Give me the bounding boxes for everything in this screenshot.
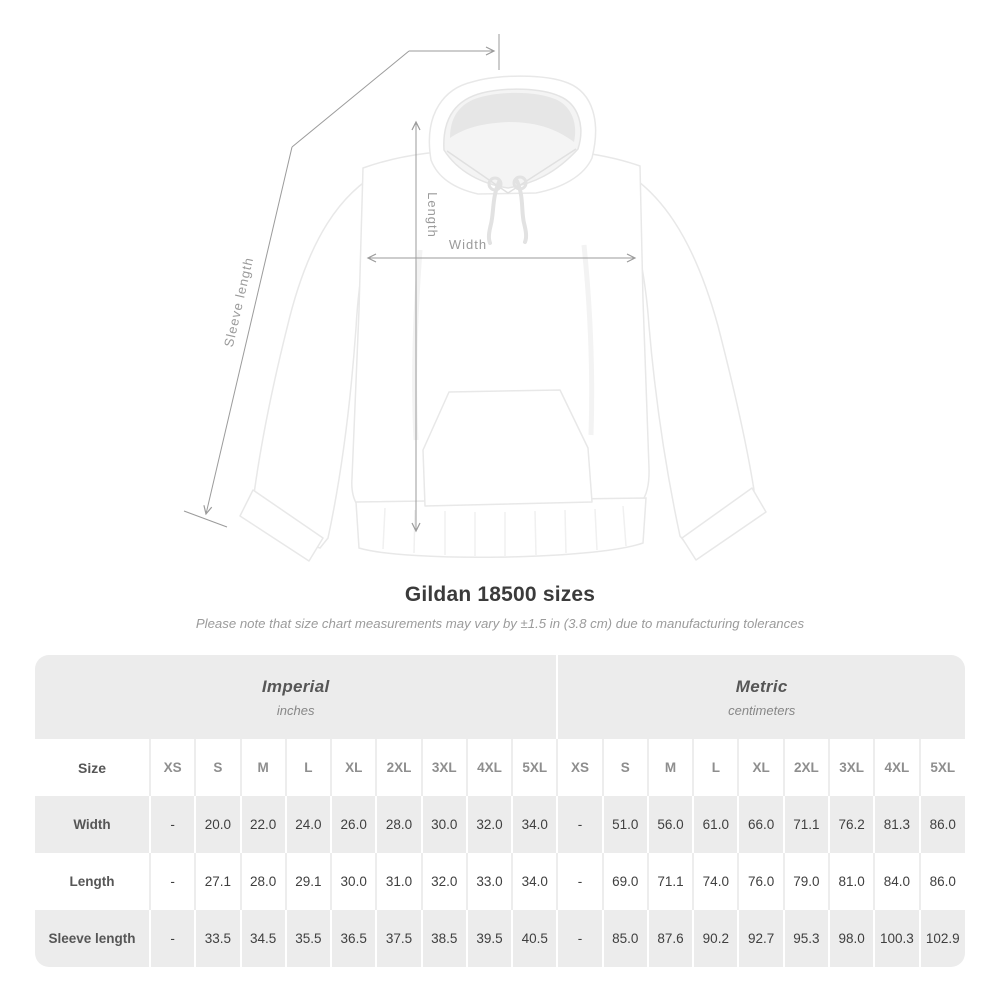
sleeve-length-label: Sleeve length (220, 255, 257, 349)
width-metric-xl: 66.0 (738, 796, 783, 853)
width-metric-xs: - (557, 796, 602, 853)
size-header-metric-2xl: 2XL (784, 739, 829, 796)
unit-band-row (35, 655, 965, 739)
sleeve-length-metric-2xl: 95.3 (784, 910, 829, 967)
sleeve-length-metric-xl: 92.7 (738, 910, 783, 967)
width-imperial-xl: 26.0 (331, 796, 376, 853)
hoodie-kangaroo-pocket (423, 390, 592, 506)
width-imperial-4xl: 32.0 (467, 796, 512, 853)
tolerance-note: Please note that size chart measurements may vary by ±1.5 in (3.8 cm) due to manufacturing tolerances (195, 616, 805, 631)
length-imperial-xl: 30.0 (331, 853, 376, 910)
length-imperial-2xl: 31.0 (376, 853, 421, 910)
sleeve-length-metric-3xl: 98.0 (829, 910, 874, 967)
width-imperial-l: 24.0 (286, 796, 331, 853)
size-column-header: Size (77, 759, 106, 776)
hoodie-waistband (356, 498, 646, 557)
sleeve-length-metric-m: 87.6 (648, 910, 693, 967)
measurement-row-length (35, 853, 965, 910)
imperial-band (35, 655, 557, 739)
hoodie-illustration (240, 76, 766, 561)
sleeve-length-imperial-xl: 36.5 (331, 910, 376, 967)
length-metric-5xl: 86.0 (920, 853, 965, 910)
size-header-imperial-2xl: 2XL (376, 739, 421, 796)
row-label-width: Width (73, 817, 111, 832)
measurement-row-width (35, 796, 965, 853)
width-metric-l: 61.0 (693, 796, 738, 853)
sleeve-length-imperial-2xl: 37.5 (376, 910, 421, 967)
size-header-metric-xl: XL (738, 739, 783, 796)
length-imperial-xs: - (150, 853, 195, 910)
length-metric-s: 69.0 (603, 853, 648, 910)
width-imperial-2xl: 28.0 (376, 796, 421, 853)
width-imperial-xs: - (150, 796, 195, 853)
length-metric-l: 74.0 (693, 853, 738, 910)
size-header-metric-xs: XS (557, 739, 602, 796)
size-header-metric-5xl: 5XL (920, 739, 965, 796)
length-imperial-4xl: 33.0 (467, 853, 512, 910)
length-imperial-s: 27.1 (195, 853, 240, 910)
sleeve-length-bottom-tick (184, 511, 227, 527)
sleeve-length-metric-l: 90.2 (693, 910, 738, 967)
sleeve-length-upper-diagonal (292, 51, 409, 147)
length-metric-m: 71.1 (648, 853, 693, 910)
size-header-metric-3xl: 3XL (829, 739, 874, 796)
width-metric-4xl: 81.3 (874, 796, 919, 853)
imperial-band-title: Imperial (261, 676, 330, 696)
size-header-imperial-m: M (241, 739, 286, 796)
size-header-imperial-xs: XS (150, 739, 195, 796)
size-header-metric-l: L (693, 739, 738, 796)
size-table-container (35, 655, 965, 967)
sleeve-length-imperial-l: 35.5 (286, 910, 331, 967)
sleeve-length-metric-4xl: 100.3 (874, 910, 919, 967)
width-metric-3xl: 76.2 (829, 796, 874, 853)
sleeve-length-imperial-5xl: 40.5 (512, 910, 557, 967)
size-header-imperial-s: S (195, 739, 240, 796)
length-metric-2xl: 79.0 (784, 853, 829, 910)
sleeve-length-metric-xs: - (557, 910, 602, 967)
sleeve-length-imperial-m: 34.5 (241, 910, 286, 967)
size-header-imperial-3xl: 3XL (422, 739, 467, 796)
size-header-imperial-4xl: 4XL (467, 739, 512, 796)
page-title: Gildan 18500 sizes (404, 583, 596, 606)
sleeve-length-metric-s: 85.0 (603, 910, 648, 967)
length-imperial-5xl: 34.0 (512, 853, 557, 910)
size-header-metric-m: M (648, 739, 693, 796)
length-metric-xl: 76.0 (738, 853, 783, 910)
metric-band (557, 655, 965, 739)
sleeve-length-imperial-4xl: 39.5 (467, 910, 512, 967)
width-metric-5xl: 86.0 (920, 796, 965, 853)
sleeve-length-imperial-xs: - (150, 910, 195, 967)
row-label-length: Length (69, 874, 115, 889)
length-imperial-m: 28.0 (241, 853, 286, 910)
imperial-band-unit: inches (276, 702, 315, 718)
size-table (35, 655, 965, 967)
width-imperial-m: 22.0 (241, 796, 286, 853)
row-label-sleeve-length: Sleeve length (48, 931, 136, 946)
sleeve-length-imperial-3xl: 38.5 (422, 910, 467, 967)
width-imperial-s: 20.0 (195, 796, 240, 853)
width-metric-m: 56.0 (648, 796, 693, 853)
size-header-imperial-xl: XL (331, 739, 376, 796)
sleeve-length-metric-5xl: 102.9 (920, 910, 965, 967)
length-imperial-3xl: 32.0 (422, 853, 467, 910)
length-metric-xs: - (557, 853, 602, 910)
size-header-row (35, 739, 965, 796)
size-header-metric-s: S (603, 739, 648, 796)
size-header-imperial-5xl: 5XL (512, 739, 557, 796)
metric-band-unit: centimeters (728, 702, 796, 718)
size-header-metric-4xl: 4XL (874, 739, 919, 796)
length-metric-3xl: 81.0 (829, 853, 874, 910)
size-table-body (35, 739, 965, 967)
width-metric-2xl: 71.1 (784, 796, 829, 853)
width-imperial-5xl: 34.0 (512, 796, 557, 853)
length-label: Length (425, 192, 440, 238)
metric-band-title: Metric (735, 676, 788, 696)
length-metric-4xl: 84.0 (874, 853, 919, 910)
measurement-row-sleeve-length (35, 910, 965, 967)
length-imperial-l: 29.1 (286, 853, 331, 910)
sleeve-length-imperial-s: 33.5 (195, 910, 240, 967)
width-metric-s: 51.0 (603, 796, 648, 853)
width-label: Width (448, 237, 488, 252)
size-header-imperial-l: L (286, 739, 331, 796)
width-imperial-3xl: 30.0 (422, 796, 467, 853)
